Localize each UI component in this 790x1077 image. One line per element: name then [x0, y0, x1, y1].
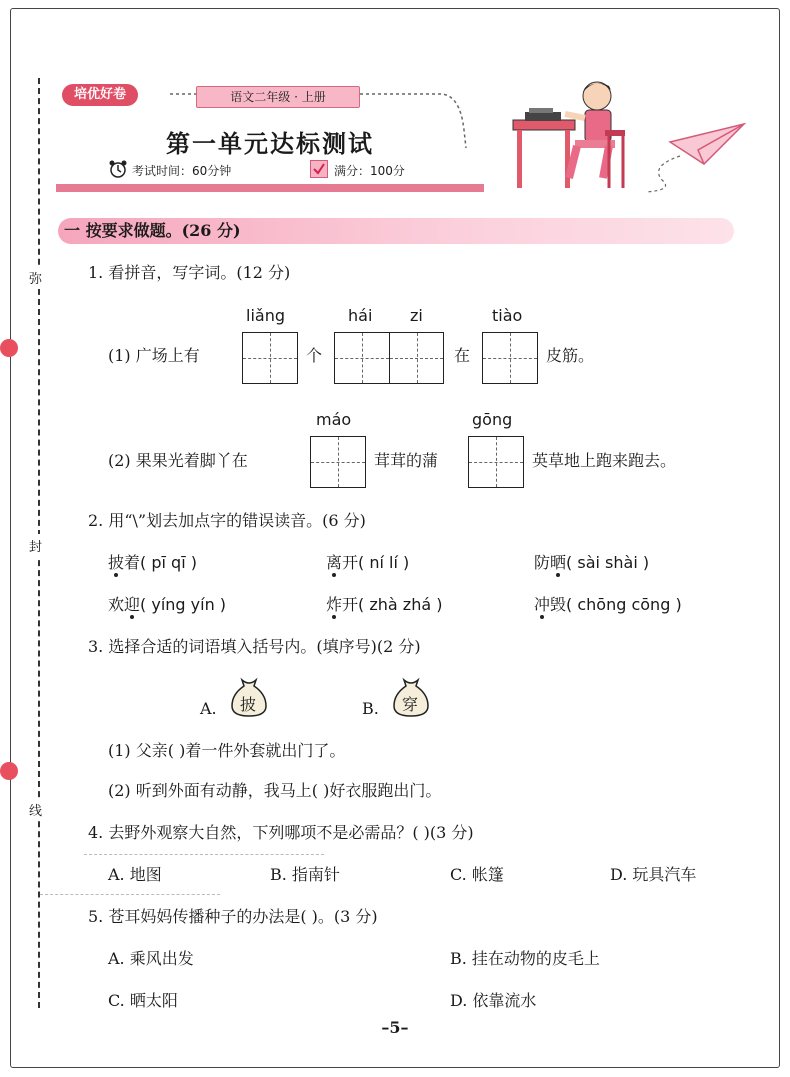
pinyin-options[interactable]: ( pī qī ) [140, 553, 197, 572]
dotted-char: 披 [108, 553, 125, 572]
answer-box-tiao[interactable] [482, 332, 538, 384]
option-b-label: B. [362, 699, 379, 718]
plain-char: 毁 [550, 595, 567, 614]
dotted-char: 迎 [124, 595, 141, 614]
pinyin-options[interactable]: ( yíng yín ) [140, 595, 227, 614]
answer-box-mao[interactable] [310, 436, 366, 488]
grade-label: 语文二年级 · 上册 [196, 86, 360, 108]
dotted-char: 晒 [550, 553, 567, 572]
exam-time: 考试时间：60分钟 [132, 164, 232, 178]
q3-sentence-1: (1) 父亲( )着一件外套就出门了。 [108, 741, 346, 760]
q2-item-pizhe [108, 552, 197, 574]
check-icon [310, 160, 328, 178]
pinyin-liang: liǎng [246, 306, 285, 325]
q2-item-huanying [108, 594, 226, 616]
q4-option-d[interactable]: D. 玩具汽车 [610, 865, 697, 884]
q5-option-d[interactable]: D. 依靠流水 [450, 991, 537, 1010]
answer-box-haizi[interactable] [334, 332, 444, 384]
pinyin-zi: zi [410, 306, 423, 325]
full-score: 满分：100分 [334, 164, 405, 178]
divider-line [40, 894, 220, 895]
option-a-label: A. [200, 699, 217, 718]
q1-part2-label: (2) 果果光着脚丫在 [108, 451, 248, 470]
q2-item-likai [326, 552, 409, 574]
q1-part2-mid: 茸茸的蒲 [374, 451, 439, 470]
binding-hole-1 [0, 339, 18, 357]
q5-option-a[interactable]: A. 乘风出发 [108, 949, 194, 968]
q2-item-zhakai [326, 594, 442, 616]
plain-char: 着 [124, 553, 141, 572]
student-at-desk-illustration [505, 74, 635, 192]
q2-item-fangshai [534, 552, 649, 574]
pinyin-tiao: tiào [492, 306, 523, 325]
option-a-word: 披 [240, 695, 257, 714]
plain-char: 开 [342, 553, 359, 572]
section-1-title: 一 按要求做题。(26 分) [64, 221, 241, 240]
pinyin-options[interactable]: ( zhà zhá ) [358, 595, 443, 614]
question-4-title: 4. 去野外观察大自然，下列哪项不是必需品？( )(3 分) [88, 823, 474, 842]
dotted-char: 炸 [326, 595, 343, 614]
option-b-word: 穿 [402, 695, 419, 714]
binding-hole-2 [0, 762, 18, 780]
q4-option-c[interactable]: C. 帐篷 [450, 865, 504, 884]
pinyin-mao: máo [316, 410, 352, 429]
q1-part1-zai: 在 [454, 346, 471, 365]
pinyin-gong: gōng [472, 410, 513, 429]
plain-char: 欢 [108, 595, 125, 614]
brand-badge: 培优好卷 [62, 84, 138, 106]
q3-sentence-2: (2) 听到外面有动静，我马上( )好衣服跑出门。 [108, 781, 442, 800]
q5-option-b[interactable]: B. 挂在动物的皮毛上 [450, 949, 600, 968]
pinyin-options[interactable]: ( chōng cōng ) [566, 595, 682, 614]
page-number: –5– [381, 1018, 409, 1037]
dotted-char: 离 [326, 553, 343, 572]
q1-part1-end: 皮筋。 [546, 346, 595, 365]
q1-part1-label: (1) 广场上有 [108, 346, 200, 365]
divider-line [84, 854, 324, 855]
q5-option-c[interactable]: C. 晒太阳 [108, 991, 178, 1010]
title-underline [56, 184, 484, 192]
question-2-title: 2. 用“\”划去加点字的错误读音。(6 分) [88, 511, 366, 530]
q1-part1-ge: 个 [306, 346, 323, 365]
question-1-title: 1. 看拼音，写字词。(12 分) [88, 263, 291, 282]
dotted-char: 冲 [534, 595, 551, 614]
page-title: 第一单元达标测试 [166, 130, 374, 158]
seal-char-xian: 线 [29, 798, 42, 821]
question-3-title: 3. 选择合适的词语填入括号内。(填序号)(2 分) [88, 637, 421, 656]
plain-char: 开 [342, 595, 359, 614]
q4-option-a[interactable]: A. 地图 [108, 865, 162, 884]
q1-part2-end: 英草地上跑来跑去。 [532, 451, 677, 470]
q4-option-b[interactable]: B. 指南针 [270, 865, 340, 884]
answer-box-liang[interactable] [242, 332, 298, 384]
seal-char-feng: 封 [29, 534, 42, 557]
pinyin-options[interactable]: ( sài shài ) [566, 553, 650, 572]
pinyin-options[interactable]: ( ní lí ) [358, 553, 410, 572]
question-5-title: 5. 苍耳妈妈传播种子的办法是( )。(3 分) [88, 907, 378, 926]
pinyin-hai: hái [348, 306, 373, 325]
plain-char: 防 [534, 553, 551, 572]
seal-char-mi: 弥 [29, 266, 42, 289]
clock-icon [108, 160, 128, 178]
q2-item-chonghui [534, 594, 682, 616]
paper-plane-illustration [640, 116, 752, 196]
answer-box-gong[interactable] [468, 436, 524, 488]
